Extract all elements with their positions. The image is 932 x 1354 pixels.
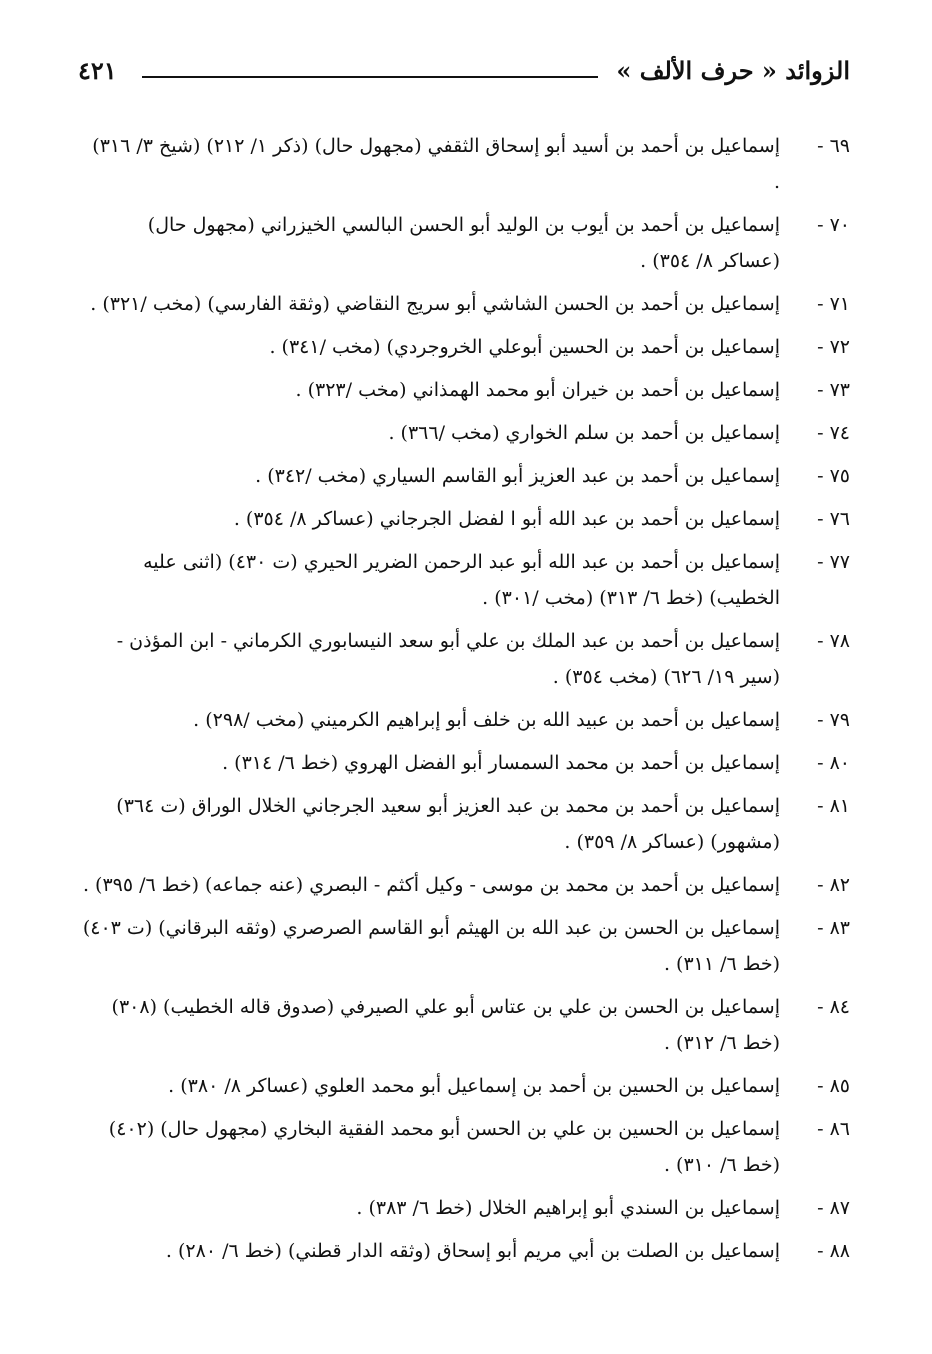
page-header bbox=[78, 52, 850, 96]
entry-text: إسماعيل بن الحسن بن علي بن عتاس أبو علي الصيرفي (صدوق قاله الخطيب) (٣٠٨) (خط ٦/ ٣١٢) . bbox=[111, 996, 780, 1054]
entry-text: إسماعيل بن الحسين بن علي بن الحسن أبو محمد الفقية البخاري (مجهول حال) (٤٠٢) (خط ٦/ ٣١٠) . bbox=[108, 1118, 780, 1176]
entry-88 bbox=[82, 1233, 850, 1269]
entry-80 bbox=[82, 745, 850, 781]
entry-text: إسماعيل بن الحسين بن أحمد بن إسماعيل أبو محمد العلوي (عساكر ٨/ ٣٨٠) . bbox=[168, 1075, 780, 1097]
entries-list bbox=[82, 128, 850, 1276]
entry-78 bbox=[82, 623, 850, 695]
entry-number: ٧٤ - bbox=[817, 422, 850, 444]
entry-70 bbox=[82, 207, 850, 279]
entry-text: إسماعيل بن أحمد بن محمد بن موسى - وكيل أكثم - البصري (عنه جماعه) (خط ٦/ ٣٩٥) . bbox=[82, 874, 780, 896]
entry-number: ٨٣ - bbox=[817, 917, 850, 939]
entry-number: ٧٨ - bbox=[817, 630, 850, 652]
entry-75 bbox=[82, 458, 850, 494]
entry-85 bbox=[82, 1068, 850, 1104]
entry-86 bbox=[82, 1111, 850, 1183]
entry-text: إسماعيل بن أحمد بن عبد الملك بن علي أبو سعد النيسابوري الكرماني - ابن المؤذن - (سير ١٩/ ٦٢٦) (مخب ٣٥٤) . bbox=[116, 630, 780, 688]
entry-text: إسماعيل بن أحمد بن عبد الله أبو ا لفضل الجرجاني (عساكر ٨/ ٣٥٤) . bbox=[233, 508, 780, 530]
entry-text: إسماعيل بن أحمد بن خيران أبو محمد الهمذاني (مخب /٣٢٣) . bbox=[295, 379, 780, 401]
entry-number: ٨٢ - bbox=[817, 874, 850, 896]
entry-number: ٨٧ - bbox=[817, 1197, 850, 1219]
entry-69 bbox=[82, 128, 850, 200]
entry-text: إسماعيل بن أحمد بن الحسين أبوعلي الخروجردي) (مخب /٣٤١) . bbox=[269, 336, 780, 358]
entry-text: إسماعيل بن أحمد بن محمد بن عبد العزيز أبو سعيد الجرجاني الخلال الوراق (ت ٣٦٤) (مشهور) (عساكر ٨/ ٣٥٩) . bbox=[116, 795, 780, 853]
entry-73 bbox=[82, 372, 850, 408]
entry-number: ٧٢ - bbox=[817, 336, 850, 358]
entry-81 bbox=[82, 788, 850, 860]
entry-text: إسماعيل بن أحمد بن سلم الخواري (مخب /٣٦٦) . bbox=[388, 422, 780, 444]
entry-number: ٧٠ - bbox=[817, 214, 850, 236]
entry-number: ٨٨ - bbox=[817, 1240, 850, 1262]
entry-76 bbox=[82, 501, 850, 537]
entry-number: ٧٣ - bbox=[817, 379, 850, 401]
entry-number: ٦٩ - bbox=[817, 135, 850, 157]
entry-number: ٧٦ - bbox=[817, 508, 850, 530]
entry-text: إسماعيل بن أحمد بن أسيد أبو إسحاق الثقفي (مجهول حال) (ذكر ١/ ٢١٢) (شيخ ٣/ ٣١٦) . bbox=[92, 135, 780, 193]
page-number: ٤٢١ bbox=[78, 56, 117, 85]
entry-text: إسماعيل بن أحمد بن عبد الله أبو عبد الرحمن الضرير الحيري (ت ٤٣٠) (اثنى عليه الخطيب) (خط ٦/ ٣١٣) (مخب /٣٠١) . bbox=[143, 551, 780, 609]
entry-number: ٧١ - bbox=[817, 293, 850, 315]
entry-84 bbox=[82, 989, 850, 1061]
entry-number: ٨٦ - bbox=[817, 1118, 850, 1140]
entry-number: ٨١ - bbox=[817, 795, 850, 817]
entry-79 bbox=[82, 702, 850, 738]
entry-74 bbox=[82, 415, 850, 451]
entry-number: ٨٥ - bbox=[817, 1075, 850, 1097]
entry-71 bbox=[82, 286, 850, 322]
entry-text: إسماعيل بن الحسن بن عبد الله بن الهيثم أبو القاسم الصرصري (وثقه البرقاني) (ت ٤٠٣) (خط ٦/ ٣١١) . bbox=[82, 917, 780, 975]
entry-82 bbox=[82, 867, 850, 903]
entry-number: ٧٥ - bbox=[817, 465, 850, 487]
entry-77 bbox=[82, 544, 850, 616]
entry-text: إسماعيل بن الصلت بن أبي مريم أبو إسحاق (وثقه الدار قطني) (خط ٦/ ٢٨٠) . bbox=[165, 1240, 780, 1262]
entry-number: ٨٠ - bbox=[817, 752, 850, 774]
entry-number: ٨٤ - bbox=[817, 996, 850, 1018]
entry-text: إسماعيل بن أحمد بن عبد العزيز أبو القاسم السياري (مخب /٣٤٢) . bbox=[255, 465, 780, 487]
entry-text: إسماعيل بن أحمد بن محمد السمسار أبو الفضل الهروي (خط ٦/ ٣١٤) . bbox=[222, 752, 780, 774]
entry-72 bbox=[82, 329, 850, 365]
entry-83 bbox=[82, 910, 850, 982]
entry-text: إسماعيل بن أحمد بن عبيد الله بن خلف أبو إبراهيم الكرميني (مخب /٢٩٨) . bbox=[193, 709, 780, 731]
entry-number: ٧٩ - bbox=[817, 709, 850, 731]
entry-number: ٧٧ - bbox=[817, 551, 850, 573]
entry-text: إسماعيل بن أحمد بن أيوب بن الوليد أبو الحسن البالسي الخيزراني (مجهول حال) (عساكر ٨/ ٣٥٤) . bbox=[147, 214, 780, 272]
entry-87 bbox=[82, 1190, 850, 1226]
entry-text: إسماعيل بن أحمد بن الحسن الشاشي أبو سريج النقاضي (وثقة الفارسي) (مخب /٣٢١) . bbox=[90, 293, 780, 315]
running-title: الزوائد « حرف الألف » bbox=[616, 56, 850, 85]
header-rule bbox=[142, 76, 598, 78]
entry-text: إسماعيل بن السندي أبو إبراهيم الخلال (خط ٦/ ٣٨٣) . bbox=[356, 1197, 780, 1219]
